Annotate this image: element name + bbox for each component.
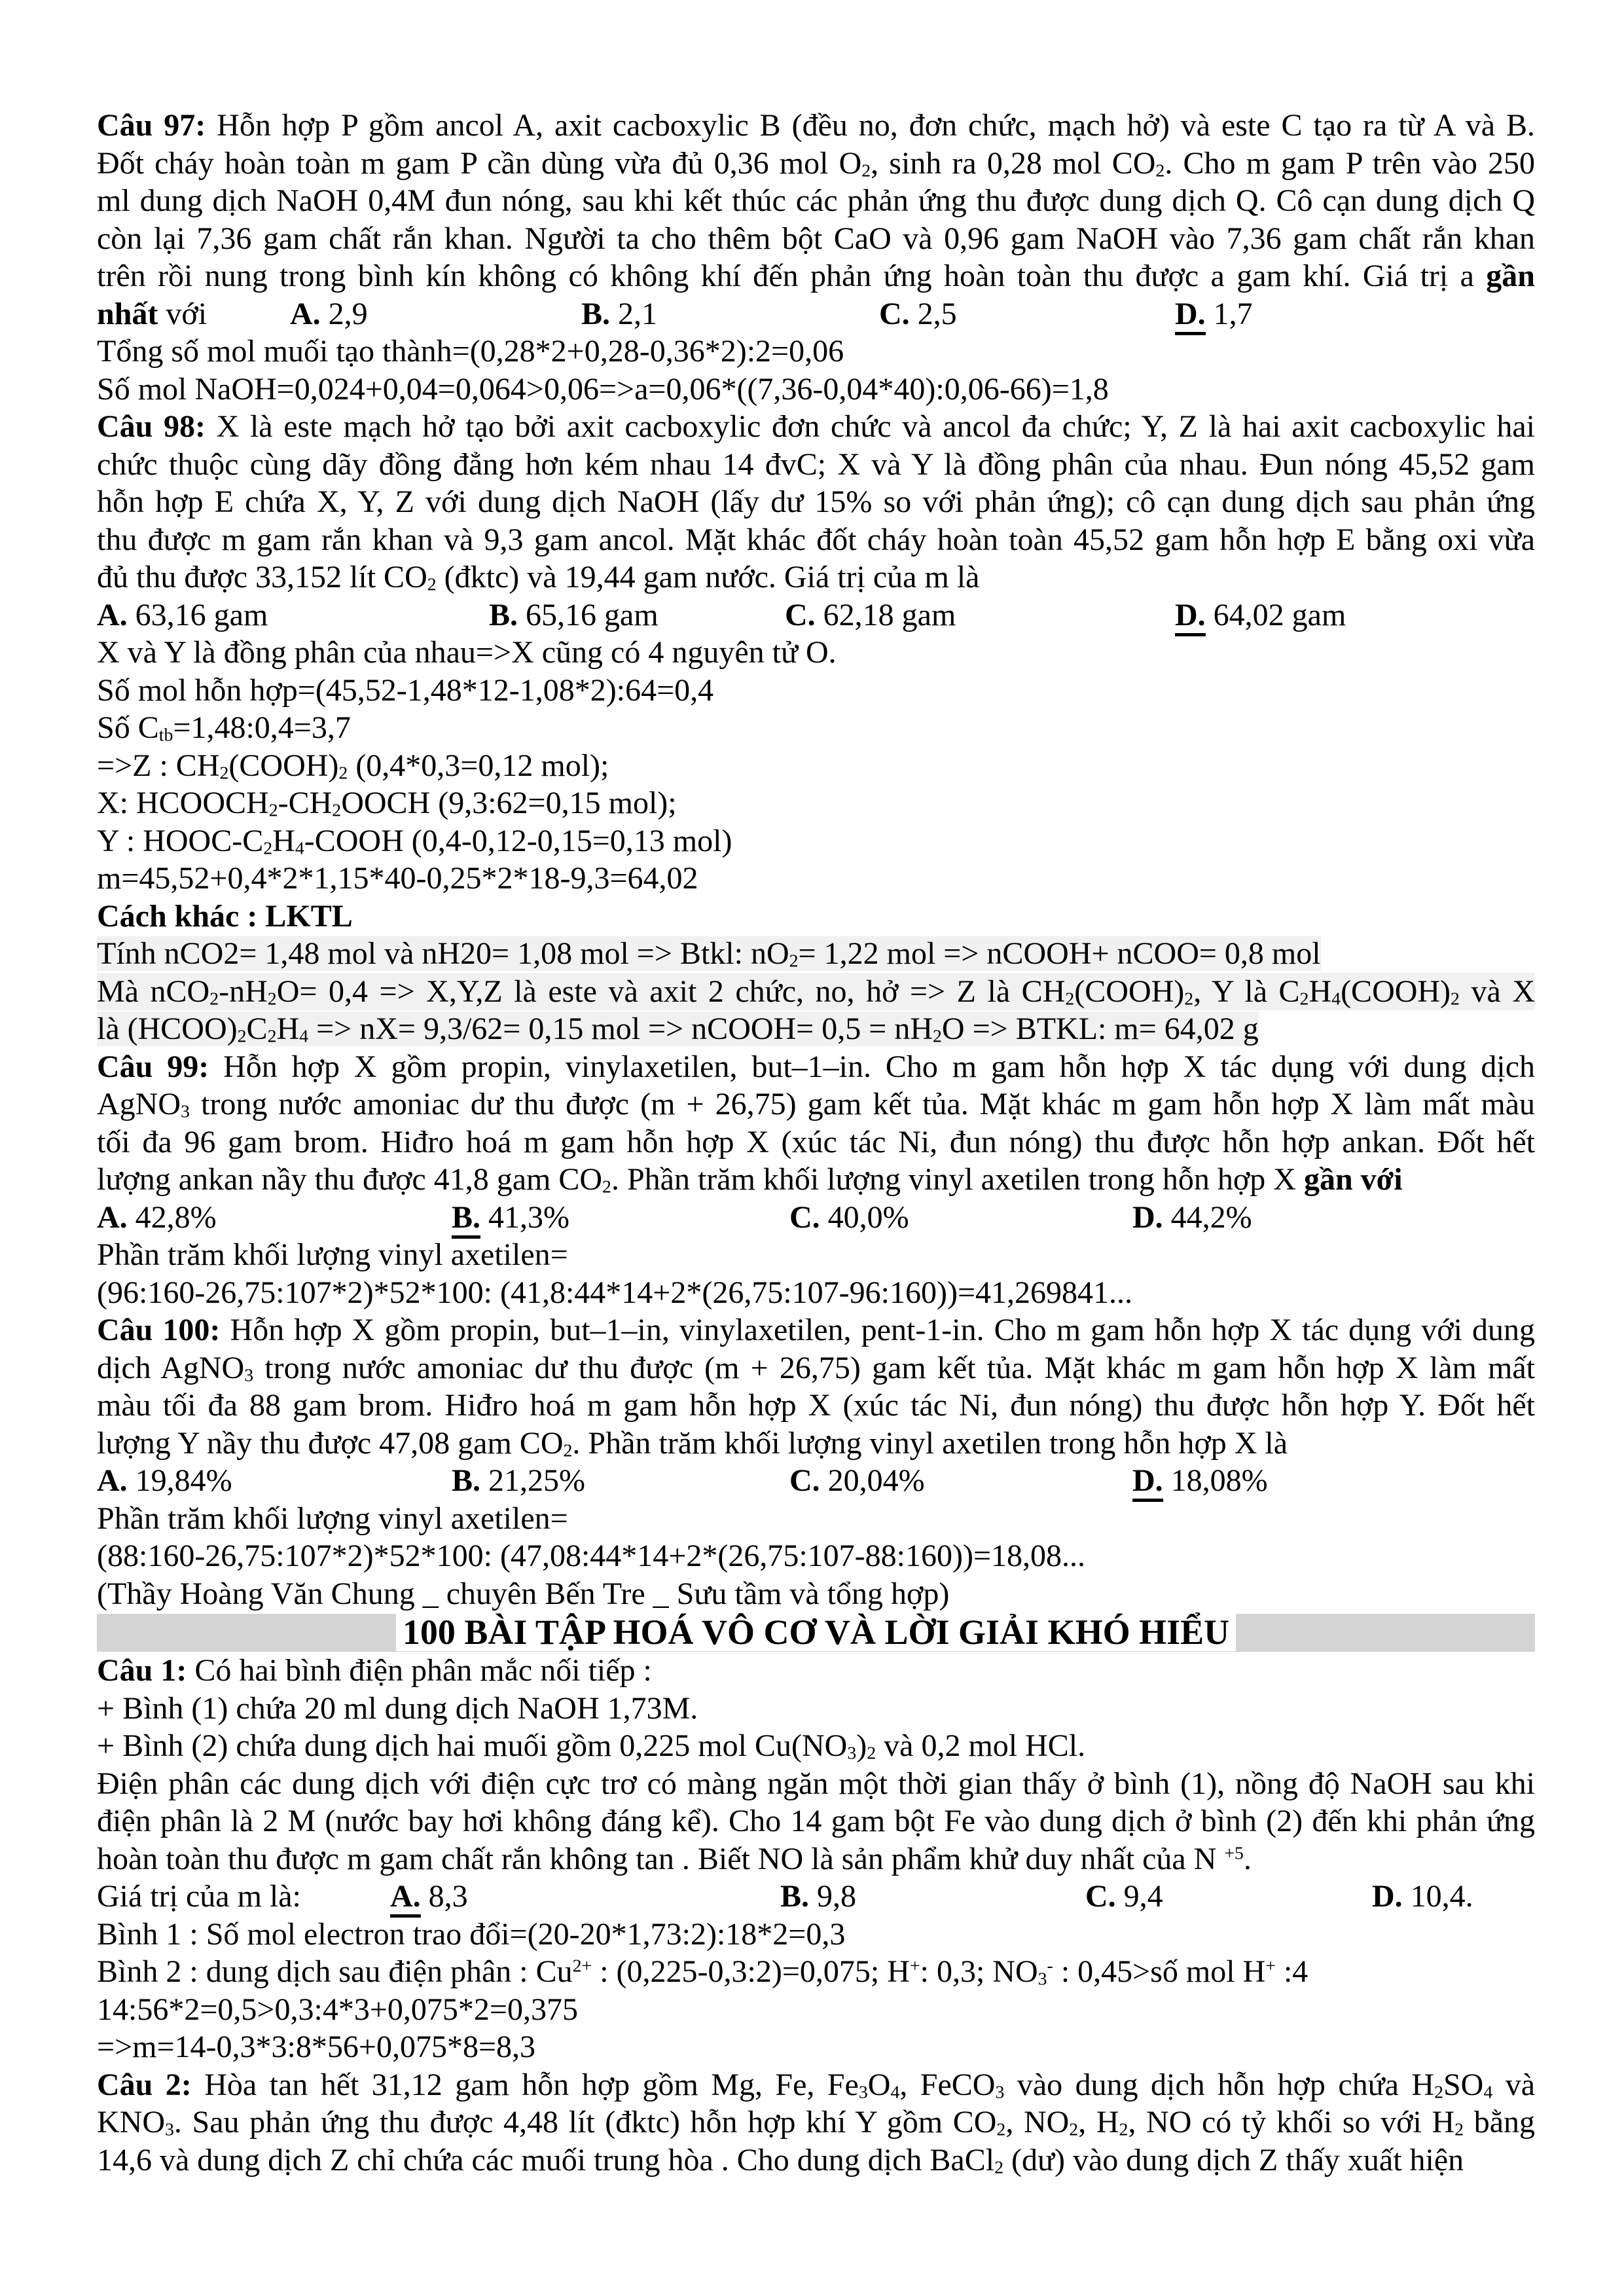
q97-solution-line-1: Tổng số mol muối tạo thành=(0,28*2+0,28-0,36*2):2=0,06: [97, 334, 844, 369]
subscript-text: 3: [858, 2081, 868, 2102]
q1-solution-line-4: =>m=14-0,3*3:8*56+0,075*8=8,3: [97, 2030, 536, 2064]
subscript-text: 4: [1331, 988, 1341, 1009]
bold-text: gần: [1486, 259, 1535, 293]
option-b: B. 41,3%: [452, 1199, 569, 1237]
q100-statement-line-4: lượng Y nầy thu được 47,08 gam CO2. Phần trăm khối lượng vinyl axetilen trong hỗn hợp X là: [97, 1425, 1288, 1461]
q99-solution-line-1: Phần trăm khối lượng vinyl axetilen=: [97, 1237, 568, 1272]
document-content: [97, 107, 1535, 2179]
subscript-text: 3: [847, 1743, 857, 1764]
q100-solution-line-1: Phần trăm khối lượng vinyl axetilen=: [97, 1501, 568, 1536]
q98-solution-line-7: m=45,52+0,4*2*1,15*40-0,25*2*18-9,3=64,02: [97, 861, 698, 896]
q1-solution-line-1: Bình 1 : Số mol electron trao đổi=(20-20*1,73:2):18*2=0,3: [97, 1916, 846, 1952]
subscript-text: 3: [165, 2119, 174, 2140]
bold-text: D.: [1132, 1199, 1163, 1235]
q97-answer-options: [97, 295, 1535, 333]
options-label: nhất với: [97, 296, 208, 331]
option-b: B. 21,25%: [452, 1463, 585, 1498]
q1-solution-line-2: Bình 2 : dung dịch sau điện phân : $Cu^{2+}$ : (0,225-0,3:2)=0,075; H+: 0,3; NO3- : 0,45>số mol H+ :4: [97, 1954, 1308, 1990]
bold-text: B.: [581, 296, 611, 331]
subscript-text: 2: [602, 1176, 611, 1197]
q97-statement-line-1: Câu 97: Hỗn hợp P gồm ancol A, axit cacboxylic B (đều no, đơn chức, mạch hở) và este C tạo ra từ A và B.: [97, 108, 1535, 143]
bold-text: Câu 100:: [97, 1313, 221, 1347]
q98-statement-line-4: thu được m gam rắn khan và 9,3 gam ancol. Mặt khác đốt cháy hoàn toàn 45,52 gam hỗn hợp E bằng oxi vừa: [97, 522, 1535, 557]
bold-text: nhất: [97, 296, 158, 331]
bold-text: Câu 1:: [97, 1653, 187, 1688]
subscript-text: 4: [299, 1026, 309, 1047]
option-a: A. 2,9: [290, 296, 368, 331]
q98-statement-line-3: hỗn hợp E chứa X, Y, Z với dung dịch NaOH (lấy dư 15% so với phản ứng); cô cạn dung dịch sau phản ứng: [97, 484, 1535, 519]
q98-alt-method-line-1: [97, 935, 1535, 973]
option-d: D. 64,02 gam: [1175, 596, 1346, 634]
options-label: Giá trị của m là:: [97, 1879, 301, 1914]
bold-text: A.: [290, 296, 321, 331]
bold-text: Câu 99:: [97, 1049, 209, 1084]
q97-statement-line-4: còn lại 7,36 gam chất rắn khan. Người ta cho thêm bột CaO và 0,96 gam NaOH vào 7,36 gam chất rắn khan: [97, 221, 1535, 256]
q2-statement-line-1: Câu 2: Hòa tan hết 31,12 gam hỗn hợp gồm Mg, Fe, Fe3O4, FeCO3 vào dung dịch hỗn hợp chứa H2SO4 và: [97, 2067, 1536, 2102]
q98-solution-line-6: Y : HOOC-C2H4-COOH (0,4-0,12-0,15=0,13 mol): [97, 823, 732, 858]
option-c: C. 9,4: [1085, 1879, 1163, 1914]
bold-text: Cách khác : LKTL: [97, 898, 353, 934]
q1-statement-line-1: Câu 1: Có hai bình điện phân mắc nối tiếp :: [97, 1653, 652, 1688]
subscript-text: 3: [995, 2081, 1005, 2102]
subscript-text: 2: [209, 988, 219, 1009]
superscript-text: +: [909, 1956, 920, 1977]
q98-solution-line-3: Số Ctb=1,48:0,4=3,7: [97, 710, 351, 746]
q99-statement-line-4: lượng ankan nầy thu được 41,8 gam CO2. Phần trăm khối lượng vinyl axetilen trong hỗn hợp X gần với: [97, 1162, 1403, 1197]
bold-text: C.: [789, 1199, 820, 1235]
subscript-text: 2: [1434, 2081, 1443, 2102]
q100-statement-line-1: Câu 100: Hỗn hợp X gồm propin, but–1–in, vinylaxetilen, pent-1-in. Cho m gam hỗn hợp X tác dụng với dung: [97, 1313, 1536, 1347]
bold-text: B.: [780, 1879, 810, 1914]
option-d: D. 1,7: [1175, 295, 1253, 333]
q99-statement-line-1: Câu 99: Hỗn hợp X gồm propin, vinylaxetilen, but–1–in. Cho m gam hỗn hợp X tác dụng với dung dịch: [97, 1049, 1536, 1084]
bold-text: A.: [97, 597, 128, 632]
q2-statement-line-2: KNO3. Sau phản ứng thu được 4,48 lít (đktc) hỗn hợp khí Y gồm CO2, NO2, H2, NO có tỷ khối so với H2 bằng: [97, 2105, 1536, 2140]
option-c: C. 20,04%: [789, 1463, 925, 1498]
bold-text: B.: [489, 597, 518, 632]
bold-text: C.: [785, 597, 816, 632]
superscript-text: 2+: [572, 1956, 592, 1977]
subscript-text: 3: [1038, 1969, 1047, 1990]
underlined-answer-letter: D.: [1175, 598, 1206, 636]
subscript-text: 2: [427, 574, 437, 595]
q97-statement-line-3: ml dung dịch NaOH 0,4M đun nóng, sau khi kết thúc các phản ứng thu được dung dịch Q. Cô cạn dung dịch Q: [97, 183, 1535, 218]
subscript-text: 2: [1069, 2119, 1079, 2140]
section-title-bar: [97, 1614, 1535, 1652]
highlighted-solution-text: Tính nCO2= 1,48 mol và nH20= 1,08 mol => Btkl: nO2= 1,22 mol => nCOOH+ nCOO= 0,8 mol: [97, 936, 1321, 972]
q98-statement-line-2: chức thuộc cùng dãy đồng đẳng hơn kém nhau 14 đvC; X và Y là đồng phân của nhau. Đun nóng 45,52 gam: [97, 446, 1535, 482]
subscript-text: 2: [1119, 2119, 1128, 2140]
section-title-text: [396, 1614, 1236, 1651]
q99-answer-options: [97, 1199, 1535, 1237]
subscript-text: 2: [867, 1743, 876, 1764]
q99-statement-line-2: AgNO3 trong nước amoniac dư thu được (m + 26,75) gam kết tủa. Mặt khác m gam hỗn hợp X làm mất màu: [97, 1087, 1535, 1122]
superscript-text: +5: [1224, 1843, 1244, 1864]
subscript-text: 4: [890, 2081, 900, 2102]
subscript-text: 2: [267, 1026, 277, 1047]
bold-text: 100 BÀI TẬP HOÁ VÔ CƠ VÀ LỜI GIẢI KHÓ HIỂU: [402, 1613, 1230, 1652]
subscript-text: 2: [1184, 988, 1194, 1009]
q1-statement-line-2: + Bình (1) chứa 20 ml dung dịch NaOH 1,73M.: [97, 1690, 698, 1726]
option-a: A. 19,84%: [97, 1463, 232, 1498]
subscript-text: 2: [263, 837, 273, 858]
subscript-text: 2: [332, 800, 342, 821]
q100-statement-line-3: màu tối đa 88 gam brom. Hiđro hoá m gam hỗn hợp X (xúc tác Ni, đun nóng) thu được hỗn hợp Y. Đốt hết: [97, 1388, 1535, 1423]
q100-solution-line-2: (88:160-26,75:107*2)*52*100: (47,08:44*14+2*(26,75:107-88:160))=18,08...: [97, 1539, 1086, 1573]
q99-statement-line-3: tối đa 96 gam brom. Hiđro hoá m gam hỗn hợp X (xúc tác Ni, đun nóng) thu được hỗn hợp ankan. Đốt hết: [97, 1124, 1535, 1159]
q97-statement-line-5: trên rồi nung trong bình kín không có không khí đến phản ứng hoàn toàn thu được a gam khí. Giá trị a gần: [97, 259, 1535, 293]
credit-line: (Thầy Hoàng Văn Chung _ chuyên Bến Tre _ Sưu tầm và tổng hợp): [97, 1576, 950, 1611]
option-d: D. 10,4.: [1372, 1879, 1473, 1914]
underlined-answer-letter: A.: [390, 1879, 421, 1918]
option-d: D. 18,08%: [1132, 1462, 1268, 1500]
q2-statement-line-3: 14,6 và dung dịch Z chỉ chứa các muối trung hòa . Cho dung dịch BaCl2 (dư) vào dung dịch Z thấy xuất hiện: [97, 2142, 1464, 2178]
subscript-text: 2: [338, 762, 348, 783]
q98-alt-method-heading: [97, 898, 1535, 936]
bold-text: Câu 98:: [97, 409, 206, 444]
bold-text: C.: [1085, 1879, 1116, 1914]
q1-answer-options: [97, 1878, 1535, 1916]
bold-text: B.: [452, 1463, 481, 1498]
subscript-text: 2: [1451, 988, 1460, 1009]
q98-alt-method-line-2: Mà nCO2-nH2O= 0,4 => X,Y,Z là este và axit 2 chức, no, hở => Z là CH2(COOH)2, Y là C2H4(COOH)2 và X: [97, 973, 1535, 1011]
bold-text: A.: [97, 1463, 128, 1498]
q98-solution-line-5: X: HCOOCH2-CH2OOCH (9,3:62=0,15 mol);: [97, 786, 677, 821]
subscript-text: 3: [181, 1101, 190, 1122]
subscript-text: 2: [1065, 988, 1075, 1009]
q98-answer-options: [97, 596, 1535, 634]
bold-text: gần với: [1303, 1162, 1403, 1197]
superscript-text: -: [1047, 1956, 1053, 1977]
option-b: B. 65,16 gam: [489, 597, 659, 632]
subscript-text: 2: [994, 2157, 1003, 2178]
bold-text: A.: [97, 1199, 128, 1235]
subscript-text: 2: [1155, 160, 1165, 181]
option-d: D. 44,2%: [1132, 1199, 1252, 1235]
q97-solution-line-2: Số mol NaOH=0,024+0,04=0,064>0,06=>a=0,06*((7,36-0,04*40):0,06-66)=1,8: [97, 371, 1109, 407]
option-c: C. 40,0%: [789, 1199, 909, 1235]
subscript-text: 2: [219, 762, 229, 783]
subscript-text: 2: [267, 988, 277, 1009]
subscript-text: tb: [158, 725, 173, 746]
bold-text: D.: [1372, 1879, 1403, 1914]
bold-text: Câu 97:: [97, 108, 206, 143]
q98-statement-line-1: Câu 98: X là este mạch hở tạo bởi axit cacboxylic đơn chức và ancol đa chức; Y, Z là hai axit cacboxylic hai: [97, 409, 1536, 444]
bold-text: Câu 2:: [97, 2067, 192, 2102]
subscript-text: 2: [996, 2119, 1006, 2140]
subscript-text: 2: [789, 951, 799, 972]
q100-answer-options: [97, 1462, 1535, 1500]
underlined-answer-letter: D.: [1132, 1463, 1163, 1502]
q1-statement-line-6: hoàn toàn thu được m gam chất rắn không tan . Biết NO là sản phẩm khử duy nhất của N $^{+5}$.: [97, 1841, 1252, 1876]
q1-solution-line-3: 14:56*2=0,5>0,3:4*3+0,075*2=0,375: [97, 1992, 578, 2027]
subscript-text: 2: [1454, 2119, 1464, 2140]
option-c: C. 2,5: [879, 296, 957, 331]
option-a: A. 63,16 gam: [97, 597, 268, 632]
subscript-text: 2: [861, 160, 871, 181]
q98-statement-line-5: đủ thu được 33,152 lít CO2 (đktc) và 19,44 gam nước. Giá trị của m là: [97, 560, 980, 595]
subscript-text: 4: [1483, 2081, 1493, 2102]
q98-solution-line-1: X và Y là đồng phân của nhau=>X cũng có 4 nguyên tử O.: [97, 635, 837, 670]
subscript-text: 4: [295, 837, 304, 858]
bold-text: C.: [879, 296, 910, 331]
option-c: C. 62,18 gam: [785, 597, 956, 632]
bold-text: C.: [789, 1463, 820, 1498]
q99-solution-line-2: (96:160-26,75:107*2)*52*100: (41,8:44*14+2*(26,75:107-96:160))=41,269841...: [97, 1275, 1133, 1310]
superscript-text: +: [1265, 1956, 1276, 1977]
highlighted-solution-text: là (HCOO)2C2H4 => nX= 9,3/62= 0,15 mol => nCOOH= 0,5 = nH2O => BTKL: m= 64,02 g: [97, 1011, 1259, 1047]
underlined-answer-letter: D.: [1175, 297, 1206, 335]
subscript-text: 2: [932, 1026, 942, 1047]
option-a: A. 8,3: [390, 1878, 468, 1916]
q97-statement-line-2: Đốt cháy hoàn toàn m gam P cần dùng vừa đủ 0,36 mol O2, sinh ra 0,28 mol CO2. Cho m gam P trên vào 250: [97, 145, 1536, 181]
option-a: A. 42,8%: [97, 1199, 217, 1235]
subscript-text: 3: [244, 1364, 254, 1385]
option-b: B. 2,1: [581, 296, 658, 331]
q1-statement-line-5: điện phân là 2 M (nước bay hơi không đáng kể). Cho 14 gam bột Fe vào dung dịch ở bình (2) đến khi phản ứng: [97, 1804, 1535, 1838]
underlined-answer-letter: B.: [452, 1200, 480, 1239]
subscript-text: 2: [237, 1026, 247, 1047]
subscript-text: 2: [1299, 988, 1309, 1009]
q98-solution-line-4: =>Z : CH2(COOH)2 (0,4*0,3=0,12 mol);: [97, 748, 609, 783]
option-b: B. 9,8: [780, 1879, 857, 1914]
subscript-text: 2: [563, 1440, 573, 1461]
q1-statement-line-4: Điện phân các dung dịch với điện cực trơ có màng ngăn một thời gian thấy ở bình (1), nồng độ NaOH sau khi: [97, 1766, 1535, 1801]
q1-statement-line-3: + Bình (2) chứa dung dịch hai muối gồm 0,225 mol Cu(NO3)2 và 0,2 mol HCl.: [97, 1728, 1086, 1764]
subscript-text: 2: [268, 800, 278, 821]
q100-statement-line-2: dịch AgNO3 trong nước amoniac dư thu được (m + 26,75) gam kết tủa. Mặt khác m gam hỗn hợp X làm mất: [97, 1350, 1536, 1385]
q98-alt-method-line-3: [97, 1010, 1535, 1048]
q98-solution-line-2: Số mol hỗn hợp=(45,52-1,48*12-1,08*2):64=0,4: [97, 672, 714, 708]
